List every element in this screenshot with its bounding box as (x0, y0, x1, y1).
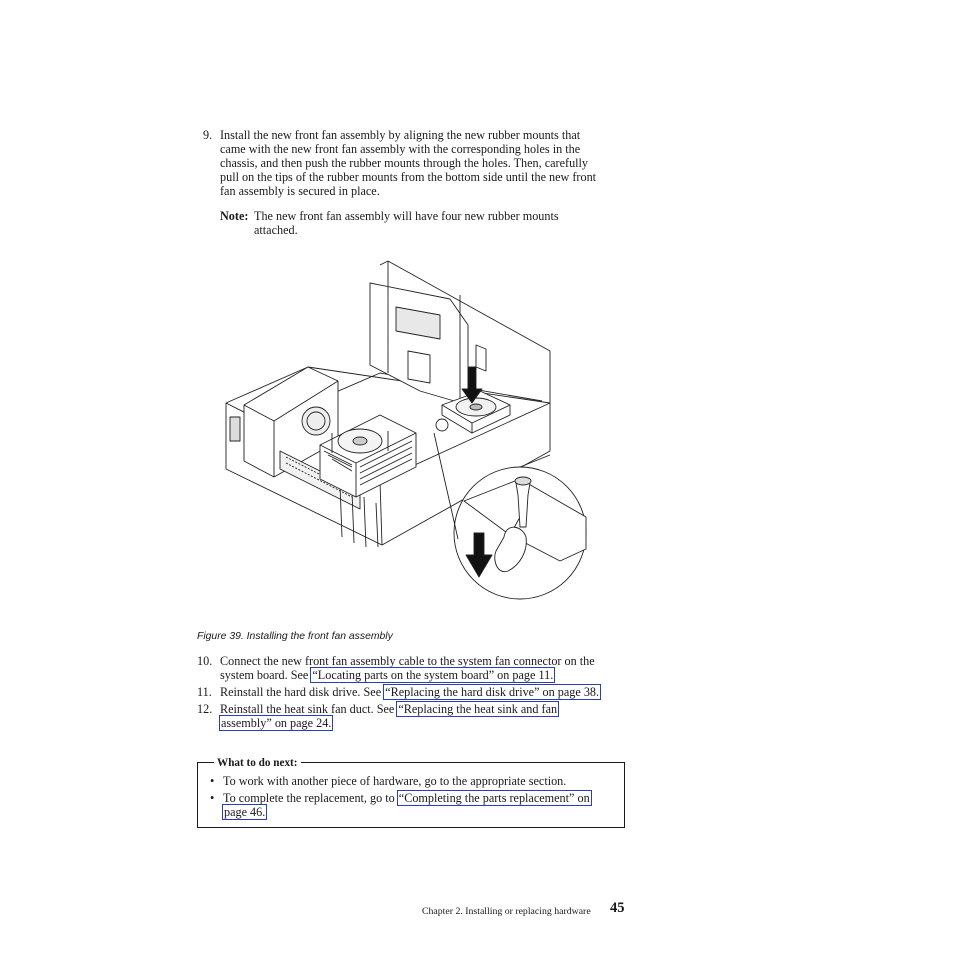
step-12-line (220, 716, 558, 730)
step-11-line (220, 685, 600, 699)
what-to-do-next-box (197, 757, 625, 828)
page-number: 45 (610, 900, 625, 916)
step-number: 9. (203, 128, 213, 142)
step-10-text (220, 654, 595, 682)
note-line: attached. (254, 223, 298, 237)
step-9-line: chassis, and then push the rubber mounts through the holes. Then, carefully (220, 156, 589, 170)
next-item (210, 791, 590, 819)
link-replacing-hard-disk-drive[interactable]: “Replacing the hard disk drive” on page 38. (385, 685, 600, 699)
next-item-line (223, 791, 591, 805)
bullet-icon: • (210, 791, 215, 805)
link-replacing-heat-sink[interactable]: “Replacing the heat sink and fan (398, 702, 558, 716)
step-12-text (220, 702, 558, 730)
step-number: 11. (197, 685, 212, 699)
note-text (254, 209, 559, 237)
step-12-prefix: Reinstall the heat sink fan duct. See (220, 702, 398, 716)
step-12-line (220, 702, 558, 716)
step-9-line: Install the new front fan assembly by aligning the new rubber mounts that (220, 128, 581, 142)
step-9-line: came with the new front fan assembly with the corresponding holes in the (220, 142, 581, 156)
step-number: 10. (197, 654, 213, 668)
footer-chapter: Chapter 2. Installing or replacing hardware (422, 906, 591, 917)
box-title: What to do next: (214, 756, 301, 770)
link-replacing-heat-sink-cont[interactable]: assembly” on page 24. (221, 716, 332, 730)
front-fan-assembly-illustration (220, 255, 590, 610)
step-9-line: pull on the tips of the rubber mounts from the bottom side until the new front (220, 170, 597, 184)
step-10-line (220, 668, 595, 682)
bullet-icon: • (210, 774, 215, 788)
note-line: The new front fan assembly will have four new rubber mounts (254, 209, 559, 223)
next-item-line (223, 805, 591, 819)
step-9-text (220, 128, 596, 198)
step-9-line: fan assembly is secured in place. (220, 184, 380, 198)
next-item-prefix: To complete the replacement, go to (223, 791, 398, 805)
next-item-text (223, 791, 591, 819)
step-11-text (220, 685, 600, 699)
link-completing-replacement[interactable]: “Completing the parts replacement” on (398, 791, 590, 805)
step-number: 12. (197, 702, 213, 716)
next-item-text: To work with another piece of hardware, go to the appropriate section. (223, 774, 567, 788)
figure-caption: Figure 39. Installing the front fan assembly (197, 631, 393, 642)
note-label: Note: (220, 209, 249, 223)
note (220, 209, 248, 223)
step-11-prefix: Reinstall the hard disk drive. See (220, 685, 385, 699)
step-10-see: system board. See (220, 668, 312, 682)
link-completing-replacement-cont[interactable]: page 46. (224, 805, 266, 819)
next-item (210, 774, 567, 788)
step-10-line: Connect the new front fan assembly cable to the system fan connector on the (220, 654, 595, 668)
link-locating-parts[interactable]: “Locating parts on the system board” on page 11. (312, 668, 554, 682)
